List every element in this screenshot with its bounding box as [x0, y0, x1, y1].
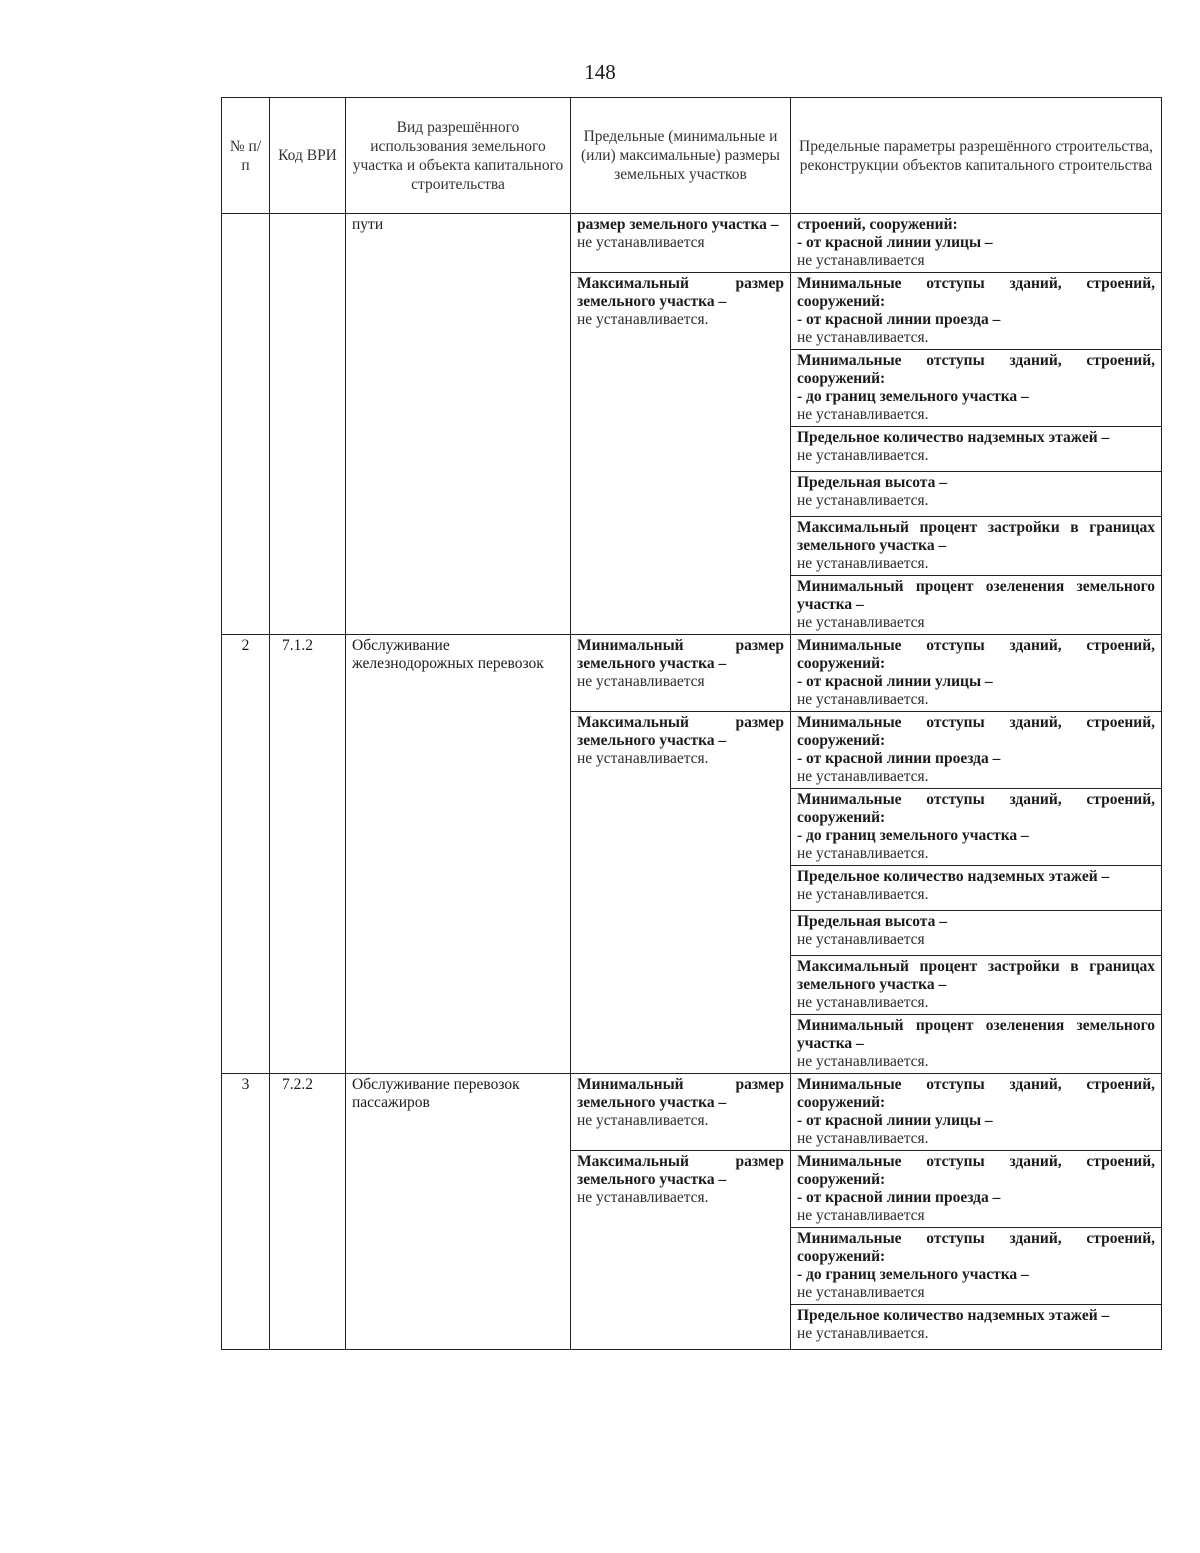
table-row: [222, 635, 1162, 712]
row-number: 2: [222, 635, 270, 1074]
row-use-type: Обслуживание перевозок пассажиров: [346, 1074, 571, 1350]
table-row: [222, 214, 1162, 273]
cell-bold-text: Минимальный размер земельного участка –: [577, 637, 784, 672]
cell-value-text: не устанавливается.: [577, 311, 709, 328]
header-plot-size: Предельные (минимальные и (или) максимальные) размеры земельных участков: [571, 98, 791, 214]
cell-bold-text: Минимальный процент озеленения земельного участка –: [797, 578, 1155, 613]
page-number: 148: [584, 60, 616, 84]
plot-size-cell: [571, 1151, 791, 1350]
header-use-type: Вид разрешённого использования земельного участка и объекта капитального строительства: [346, 98, 571, 214]
cell-value-text: не устанавливается.: [797, 768, 929, 785]
build-param-cell: [791, 472, 1162, 517]
cell-bold-text: размер земельного участка –: [577, 216, 779, 233]
build-param-cell: [791, 214, 1162, 273]
cell-bold-text: строений, сооружений: - от красной линии улицы –: [797, 216, 993, 251]
cell-value-text: не устанавливается: [797, 931, 925, 948]
build-param-cell: [791, 350, 1162, 427]
plot-size-cell: [571, 273, 791, 635]
header-build-params: Предельные параметры разрешённого строительства, реконструкции объектов капитального строительства: [791, 98, 1162, 214]
cell-bold-text: Предельное количество надземных этажей –: [797, 868, 1110, 885]
table-header: [222, 98, 1162, 214]
cell-bold-text: Минимальные отступы зданий, строений, сооружений: - от красной линии улицы –: [797, 637, 1155, 690]
row-use-type: пути: [346, 214, 571, 635]
cell-bold-text: Максимальный процент застройки в границах земельного участка –: [797, 519, 1155, 554]
cell-value-text: не устанавливается: [797, 1284, 925, 1301]
row-code: [270, 214, 346, 635]
cell-value-text: не устанавливается.: [797, 447, 929, 464]
build-param-cell: [791, 576, 1162, 635]
build-param-cell: [791, 789, 1162, 866]
header-code: Код ВРИ: [270, 98, 346, 214]
regulations-table: [221, 97, 1162, 1350]
cell-bold-text: Минимальные отступы зданий, строений, сооружений: - до границ земельного участка –: [797, 352, 1155, 405]
plot-size-cell: [571, 214, 791, 273]
build-param-cell: [791, 1015, 1162, 1074]
cell-bold-text: Предельное количество надземных этажей –: [797, 429, 1110, 446]
cell-value-text: не устанавливается: [577, 234, 705, 251]
cell-value-text: не устанавливается: [797, 1207, 925, 1224]
build-param-cell: [791, 635, 1162, 712]
cell-value-text: не устанавливается: [797, 252, 925, 269]
header-no: № п/п: [222, 98, 270, 214]
cell-bold-text: Минимальный процент озеленения земельного участка –: [797, 1017, 1155, 1052]
cell-value-text: не устанавливается.: [797, 845, 929, 862]
cell-value-text: не устанавливается.: [797, 406, 929, 423]
build-param-cell: [791, 956, 1162, 1015]
cell-value-text: не устанавливается.: [797, 555, 929, 572]
cell-value-text: не устанавливается.: [797, 1325, 929, 1342]
row-number: [222, 214, 270, 635]
build-param-cell: [791, 911, 1162, 956]
cell-bold-text: Минимальные отступы зданий, строений, сооружений: - от красной линии проезда –: [797, 1153, 1155, 1206]
cell-value-text: не устанавливается.: [797, 492, 929, 509]
cell-bold-text: Максимальный процент застройки в границах земельного участка –: [797, 958, 1155, 993]
build-param-cell: [791, 1305, 1162, 1350]
row-code: 7.2.2: [270, 1074, 346, 1350]
cell-bold-text: Максимальный размер земельного участка –: [577, 714, 784, 749]
cell-value-text: не устанавливается: [577, 673, 705, 690]
cell-bold-text: Минимальные отступы зданий, строений, сооружений: - от красной линии улицы –: [797, 1076, 1155, 1129]
cell-bold-text: Минимальный размер земельного участка –: [577, 1076, 784, 1111]
build-param-cell: [791, 1074, 1162, 1151]
build-param-cell: [791, 517, 1162, 576]
row-number: 3: [222, 1074, 270, 1350]
cell-value-text: не устанавливается.: [577, 1112, 709, 1129]
build-param-cell: [791, 273, 1162, 350]
cell-bold-text: Предельная высота –: [797, 474, 947, 491]
cell-bold-text: Предельное количество надземных этажей –: [797, 1307, 1110, 1324]
cell-bold-text: Минимальные отступы зданий, строений, сооружений: - до границ земельного участка –: [797, 1230, 1155, 1283]
build-param-cell: [791, 712, 1162, 789]
table-row: [222, 1074, 1162, 1151]
cell-value-text: не устанавливается.: [797, 691, 929, 708]
cell-value-text: не устанавливается.: [797, 994, 929, 1011]
cell-value-text: не устанавливается.: [577, 1189, 709, 1206]
cell-value-text: не устанавливается.: [797, 1053, 929, 1070]
cell-bold-text: Максимальный размер земельного участка –: [577, 275, 784, 310]
cell-value-text: не устанавливается.: [797, 1130, 929, 1147]
row-code: 7.1.2: [270, 635, 346, 1074]
cell-value-text: не устанавливается.: [797, 886, 929, 903]
build-param-cell: [791, 866, 1162, 911]
plot-size-cell: [571, 1074, 791, 1151]
build-param-cell: [791, 427, 1162, 472]
cell-bold-text: Минимальные отступы зданий, строений, сооружений: - до границ земельного участка –: [797, 791, 1155, 844]
cell-value-text: не устанавливается.: [577, 750, 709, 767]
build-param-cell: [791, 1228, 1162, 1305]
build-param-cell: [791, 1151, 1162, 1228]
cell-value-text: не устанавливается: [797, 614, 925, 631]
row-use-type: Обслуживание железнодорожных перевозок: [346, 635, 571, 1074]
cell-value-text: не устанавливается.: [797, 329, 929, 346]
cell-bold-text: Предельная высота –: [797, 913, 947, 930]
cell-bold-text: Минимальные отступы зданий, строений, сооружений: - от красной линии проезда –: [797, 714, 1155, 767]
cell-bold-text: Минимальные отступы зданий, строений, сооружений: - от красной линии проезда –: [797, 275, 1155, 328]
cell-bold-text: Максимальный размер земельного участка –: [577, 1153, 784, 1188]
plot-size-cell: [571, 712, 791, 1074]
table-body: [222, 214, 1162, 1350]
plot-size-cell: [571, 635, 791, 712]
